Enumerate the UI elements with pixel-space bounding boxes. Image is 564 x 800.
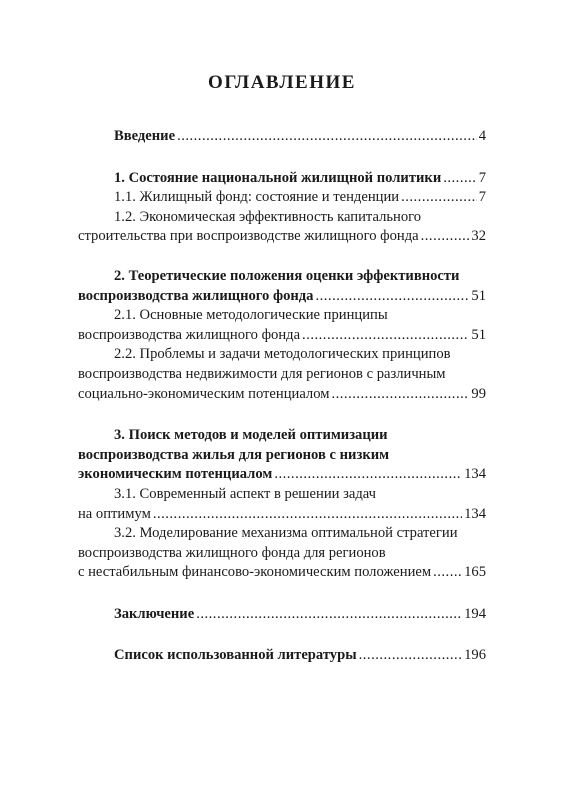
toc-leader-dots xyxy=(196,605,462,625)
toc-page-number: 51 xyxy=(471,326,486,343)
toc-entry-bibliography[interactable] xyxy=(78,646,486,666)
toc-entry-title: 1.1. Жилищный фонд: состояние и тенденции xyxy=(114,189,400,206)
toc-page-number: 7 xyxy=(478,169,486,186)
toc-entry-conclusion[interactable] xyxy=(78,605,486,625)
toc-leader-dots xyxy=(359,646,462,666)
toc-entry-title: воспроизводства жилищного фонда xyxy=(78,287,314,304)
toc-leader-dots xyxy=(331,385,469,405)
toc-entry-title: экономическим потенциалом xyxy=(78,466,273,483)
toc-entry-title: Заключение xyxy=(114,605,195,622)
toc-page-number: 32 xyxy=(471,228,486,245)
page-title: ОГЛАВЛЕНИЕ xyxy=(208,72,356,93)
toc-page-number: 196 xyxy=(464,647,486,664)
toc-page-number: 7 xyxy=(478,189,486,206)
toc-entry-line: 3.1. Современный аспект в решении задач xyxy=(114,485,377,502)
toc-entry-line: 3. Поиск методов и моделей оптимизации xyxy=(114,427,388,444)
toc-leader-dots xyxy=(177,127,477,147)
toc-entry-chapter-1[interactable] xyxy=(78,169,486,189)
toc-entry-line: воспроизводства жилищного фонда для регионов xyxy=(78,544,386,561)
toc-leader-dots xyxy=(433,563,462,583)
toc-entry-title: 1. Состояние национальной жилищной политики xyxy=(114,169,442,186)
toc-page-number: 99 xyxy=(471,385,486,402)
toc-entry-section-3-1[interactable] xyxy=(78,485,486,524)
toc-leader-dots xyxy=(153,505,462,525)
toc-entry-line: 3.2. Моделирование механизма оптимальной стратегии xyxy=(114,525,458,542)
toc-entry-title: с нестабильным финансово-экономическим положением xyxy=(78,564,432,581)
toc-entry-line: воспроизводства недвижимости для регионов с различным xyxy=(78,365,446,382)
toc-entry-section-2-2[interactable] xyxy=(78,345,486,404)
toc-entry-title: социально-экономическим потенциалом xyxy=(78,385,330,402)
toc-page-number: 51 xyxy=(471,287,486,304)
toc-entry-title: строительства при воспроизводстве жилищного фонда xyxy=(78,228,419,245)
toc-page-number: 4 xyxy=(478,128,486,144)
toc-leader-dots xyxy=(421,227,470,247)
toc-leader-dots xyxy=(274,465,462,485)
toc-page-number: 134 xyxy=(464,466,486,483)
toc-entry-chapter-3[interactable] xyxy=(78,426,486,485)
toc-leader-dots xyxy=(401,188,477,208)
table-of-contents xyxy=(78,127,486,666)
toc-page-number: 134 xyxy=(464,505,486,522)
toc-entry-line: 2.2. Проблемы и задачи методологических принципов xyxy=(114,346,451,363)
toc-page-number: 165 xyxy=(464,564,486,581)
toc-entry-section-3-2[interactable] xyxy=(78,524,486,583)
toc-entry-line: 2. Теоретические положения оценки эффективности xyxy=(114,267,460,284)
toc-entry-line: 2.1. Основные методологические принципы xyxy=(114,307,388,324)
toc-entry-line: воспроизводства жилья для регионов с низким xyxy=(78,446,390,463)
toc-leader-dots xyxy=(315,287,469,307)
toc-entry-section-1-2[interactable] xyxy=(78,208,486,247)
toc-leader-dots xyxy=(302,326,469,346)
toc-entry-line: 1.2. Экономическая эффективность капитального xyxy=(114,208,422,225)
toc-leader-dots xyxy=(443,169,476,189)
toc-entry-title: воспроизводства жилищного фонда xyxy=(78,326,301,343)
toc-page-number: 194 xyxy=(464,605,486,622)
toc-entry-title: на оптимум xyxy=(78,505,151,522)
toc-entry-introduction[interactable] xyxy=(78,127,486,147)
toc-entry-title: Список использованной литературы xyxy=(114,647,357,664)
toc-entry-section-2-1[interactable] xyxy=(78,306,486,345)
toc-entry-title: Введение xyxy=(114,128,176,144)
toc-entry-chapter-2[interactable] xyxy=(78,267,486,306)
toc-entry-section-1-1[interactable] xyxy=(78,188,486,208)
